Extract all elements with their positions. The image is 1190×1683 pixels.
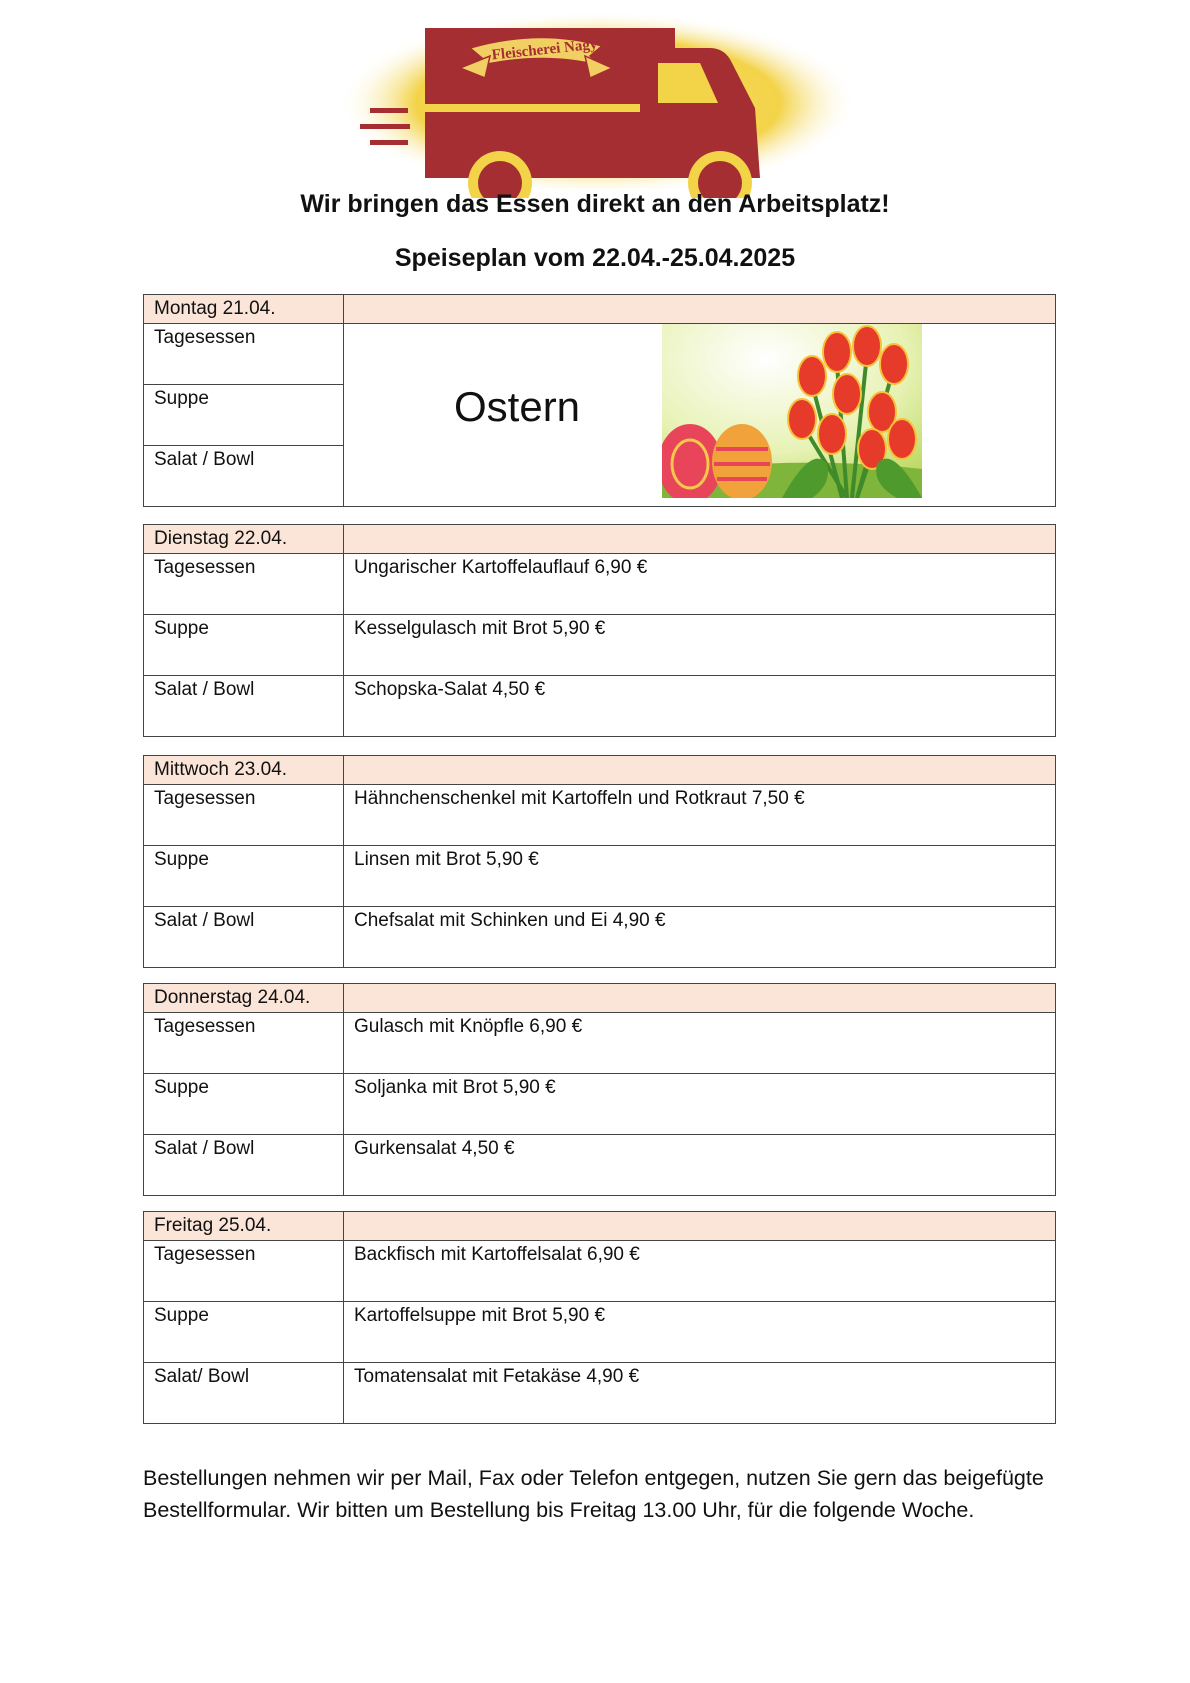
day-header: Donnerstag 24.04. [144,984,344,1013]
row-label: Tagesessen [144,1013,344,1074]
row-label: Tagesessen [144,785,344,846]
dish: Tomatensalat mit Fetakäse 4,90 € [344,1363,1056,1424]
dish: Gurkensalat 4,50 € [344,1135,1056,1196]
row-label: Salat / Bowl [144,676,344,737]
row-label: Salat/ Bowl [144,1363,344,1424]
dish: Gulasch mit Knöpfle 6,90 € [344,1013,1056,1074]
menu-period-title: Speiseplan vom 22.04.-25.04.2025 [394,244,796,272]
logo-text [470,30,620,70]
easter-cell [344,324,1056,507]
dish: Chefsalat mit Schinken und Ei 4,90 € [344,907,1056,968]
dish: Backfisch mit Kartoffelsalat 6,90 € [344,1241,1056,1302]
row-label: Suppe [144,385,344,446]
day-table-monday [143,294,1056,507]
dish: Hähnchenschenkel mit Kartoffeln und Rotkraut 7,50 € [344,785,1056,846]
day-header: Mittwoch 23.04. [144,756,344,785]
dish: Soljanka mit Brot 5,90 € [344,1074,1056,1135]
row-label: Tagesessen [144,1241,344,1302]
row-label: Suppe [144,846,344,907]
dish: Linsen mit Brot 5,90 € [344,846,1056,907]
row-label: Salat / Bowl [144,907,344,968]
day-table-thursday [143,983,1056,1196]
order-info-text: Bestellungen nehmen wir per Mail, Fax oder Telefon entgegen, nutzen Sie gern das beigefügte Bestellformular. Wir bitten um Bestellung bis Freitag 13.00 Uhr, für die folgende Woche. [143,1466,1044,1522]
row-label: Suppe [144,1302,344,1363]
row-label: Salat / Bowl [144,446,344,507]
headline: Wir bringen das Essen direkt an den Arbeitsplatz! [300,190,890,218]
day-table-wednesday [143,755,1056,968]
dish: Ungarischer Kartoffelauflauf 6,90 € [344,554,1056,615]
row-label: Salat / Bowl [144,1135,344,1196]
row-label: Tagesessen [144,324,344,385]
day-table-friday [143,1211,1056,1424]
day-header: Dienstag 22.04. [144,525,344,554]
day-header: Montag 21.04. [144,295,344,324]
holiday-label: Ostern [454,383,581,430]
dish: Schopska-Salat 4,50 € [344,676,1056,737]
row-label: Suppe [144,1074,344,1135]
row-label: Tagesessen [144,554,344,615]
row-label: Suppe [144,615,344,676]
day-header: Freitag 25.04. [144,1212,344,1241]
svg-text:Fleischerei Nagy: Fleischerei Nagy [491,36,599,64]
day-table-tuesday [143,524,1056,737]
dish: Kartoffelsuppe mit Brot 5,90 € [344,1302,1056,1363]
dish: Kesselgulasch mit Brot 5,90 € [344,615,1056,676]
easter-tulips-image [662,324,922,498]
